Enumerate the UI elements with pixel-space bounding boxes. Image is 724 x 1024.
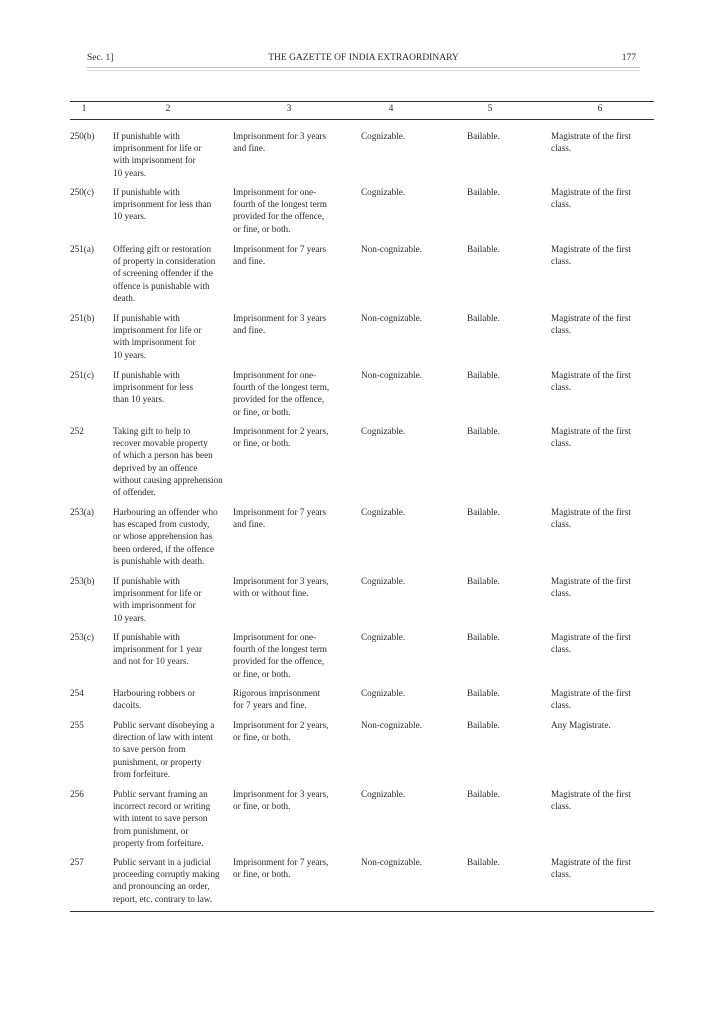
punishment: Imprisonment for one- fourth of the longest term provided for the offence, or fine, or both. xyxy=(233,632,327,679)
running-header xyxy=(87,53,640,67)
punishment: Imprisonment for one- fourth of the longest term, provided for the offence, or fine, or both. xyxy=(233,370,330,417)
offence-description: Public servant in a judicial proceeding corruptly making and pronouncing an order, report, etc. contrary to law. xyxy=(113,857,220,904)
trial-court: Magistrate of the first class. xyxy=(551,187,631,210)
punishment: Imprisonment for 3 years and fine. xyxy=(233,313,327,336)
trial-court: Magistrate of the first class. xyxy=(551,789,631,812)
offence-description: If punishable with imprisonment for 1 year and not for 10 years. xyxy=(113,632,203,667)
offence-description: Harbouring robbers or dacoits. xyxy=(113,688,196,711)
offence-description: Offering gift or restoration of property in consideration of screening offender if the offence is punishable with death. xyxy=(113,244,216,303)
section-number: 256 xyxy=(70,789,84,799)
punishment: Imprisonment for 3 years, with or without fine. xyxy=(233,576,329,599)
offence-description: Public servant framing an incorrect record or writing with intent to save person from punishment, or property from forfeiture. xyxy=(113,789,211,848)
bailable-status: Bailable. xyxy=(467,187,500,197)
column-number: 1 xyxy=(81,104,87,114)
cognizable-status: Cognizable. xyxy=(361,426,406,436)
punishment: Rigorous imprisonment for 7 years and fine. xyxy=(233,688,321,711)
bailable-status: Bailable. xyxy=(467,576,500,586)
offence-description: Harbouring an offender who has escaped from custody, or whose apprehension has been ordered, if the offence is punishable with death. xyxy=(113,507,218,566)
section-number: 251(b) xyxy=(70,313,95,323)
gazette-title: THE GAZETTE OF INDIA EXTRAORDINARY xyxy=(268,53,459,63)
punishment: Imprisonment for one- fourth of the longest term provided for the offence, or fine, or both. xyxy=(233,187,327,234)
cognizable-status: Non-cognizable. xyxy=(361,857,422,867)
punishment: Imprisonment for 7 years, or fine, or both. xyxy=(233,857,329,880)
section-number: 253(c) xyxy=(70,632,94,642)
cognizable-status: Cognizable. xyxy=(361,576,406,586)
column-number: 4 xyxy=(388,104,394,114)
section-number: 250(c) xyxy=(70,187,94,197)
punishment: Imprisonment for 2 years, or fine, or both. xyxy=(233,426,329,449)
trial-court: Magistrate of the first class. xyxy=(551,426,631,449)
cognizable-status: Cognizable. xyxy=(361,688,406,698)
bailable-status: Bailable. xyxy=(467,720,500,730)
punishment: Imprisonment for 7 years and fine. xyxy=(233,244,327,267)
section-number: 255 xyxy=(70,720,84,730)
bailable-status: Bailable. xyxy=(467,789,500,799)
section-number: 253(a) xyxy=(70,507,94,517)
cognizable-status: Cognizable. xyxy=(361,632,406,642)
section-number: 251(c) xyxy=(70,370,94,380)
trial-court: Magistrate of the first class. xyxy=(551,857,631,880)
section-label: Sec. 1] xyxy=(87,53,114,63)
bailable-status: Bailable. xyxy=(467,426,500,436)
trial-court: Magistrate of the first class. xyxy=(551,131,631,154)
page-number: 177 xyxy=(621,53,636,63)
trial-court: Magistrate of the first class. xyxy=(551,244,631,267)
trial-court: Magistrate of the first class. xyxy=(551,507,631,530)
column-number: 5 xyxy=(487,104,493,114)
trial-court: Magistrate of the first class. xyxy=(551,576,631,599)
bailable-status: Bailable. xyxy=(467,313,500,323)
header-rule-secondary xyxy=(87,70,640,71)
offence-description: If punishable with imprisonment for less than 10 years. xyxy=(113,370,194,405)
cognizable-status: Non-cognizable. xyxy=(361,720,422,730)
bailable-status: Bailable. xyxy=(467,632,500,642)
punishment: Imprisonment for 3 years, or fine, or both. xyxy=(233,789,329,812)
cognizable-status: Cognizable. xyxy=(361,187,406,197)
offence-description: If punishable with imprisonment for life or with imprisonment for 10 years. xyxy=(113,576,202,623)
column-number: 6 xyxy=(597,104,603,114)
bailable-status: Bailable. xyxy=(467,370,500,380)
section-number: 251(a) xyxy=(70,244,94,254)
trial-court: Any Magistrate. xyxy=(551,720,611,730)
offence-description: If punishable with imprisonment for life or with imprisonment for 10 years. xyxy=(113,313,202,360)
bailable-status: Bailable. xyxy=(467,688,500,698)
cognizable-status: Non-cognizable. xyxy=(361,313,422,323)
column-header-rule xyxy=(70,119,654,120)
trial-court: Magistrate of the first class. xyxy=(551,632,631,655)
punishment: Imprisonment for 7 years and fine. xyxy=(233,507,327,530)
offence-description: Public servant disobeying a direction of law with intent to save person from punishment, or property from forfeiture. xyxy=(113,720,215,779)
trial-court: Magistrate of the first class. xyxy=(551,688,631,711)
cognizable-status: Non-cognizable. xyxy=(361,370,422,380)
trial-court: Magistrate of the first class. xyxy=(551,370,631,393)
section-number: 252 xyxy=(70,426,84,436)
bailable-status: Bailable. xyxy=(467,507,500,517)
cognizable-status: Cognizable. xyxy=(361,789,406,799)
punishment: Imprisonment for 2 years, or fine, or both. xyxy=(233,720,329,743)
column-number-row xyxy=(70,104,654,118)
column-number: 3 xyxy=(286,104,292,114)
cognizable-status: Cognizable. xyxy=(361,507,406,517)
section-number: 257 xyxy=(70,857,84,867)
bailable-status: Bailable. xyxy=(467,857,500,867)
cognizable-status: Cognizable. xyxy=(361,131,406,141)
offence-description: Taking gift to help to recover movable property of which a person has been deprived by an offence without causing apprehension of offender. xyxy=(113,426,223,498)
column-number: 2 xyxy=(165,104,171,114)
bailable-status: Bailable. xyxy=(467,244,500,254)
offence-description: If punishable with imprisonment for less than 10 years. xyxy=(113,187,212,222)
section-number: 250(b) xyxy=(70,131,95,141)
table-top-rule xyxy=(70,101,654,102)
section-number: 253(b) xyxy=(70,576,95,586)
table-bottom-rule xyxy=(70,911,654,912)
punishment: Imprisonment for 3 years and fine. xyxy=(233,131,327,154)
offence-description: If punishable with imprisonment for life or with imprisonment for 10 years. xyxy=(113,131,202,178)
cognizable-status: Non-cognizable. xyxy=(361,244,422,254)
bailable-status: Bailable. xyxy=(467,131,500,141)
section-number: 254 xyxy=(70,688,84,698)
trial-court: Magistrate of the first class. xyxy=(551,313,631,336)
header-rule xyxy=(87,67,640,68)
